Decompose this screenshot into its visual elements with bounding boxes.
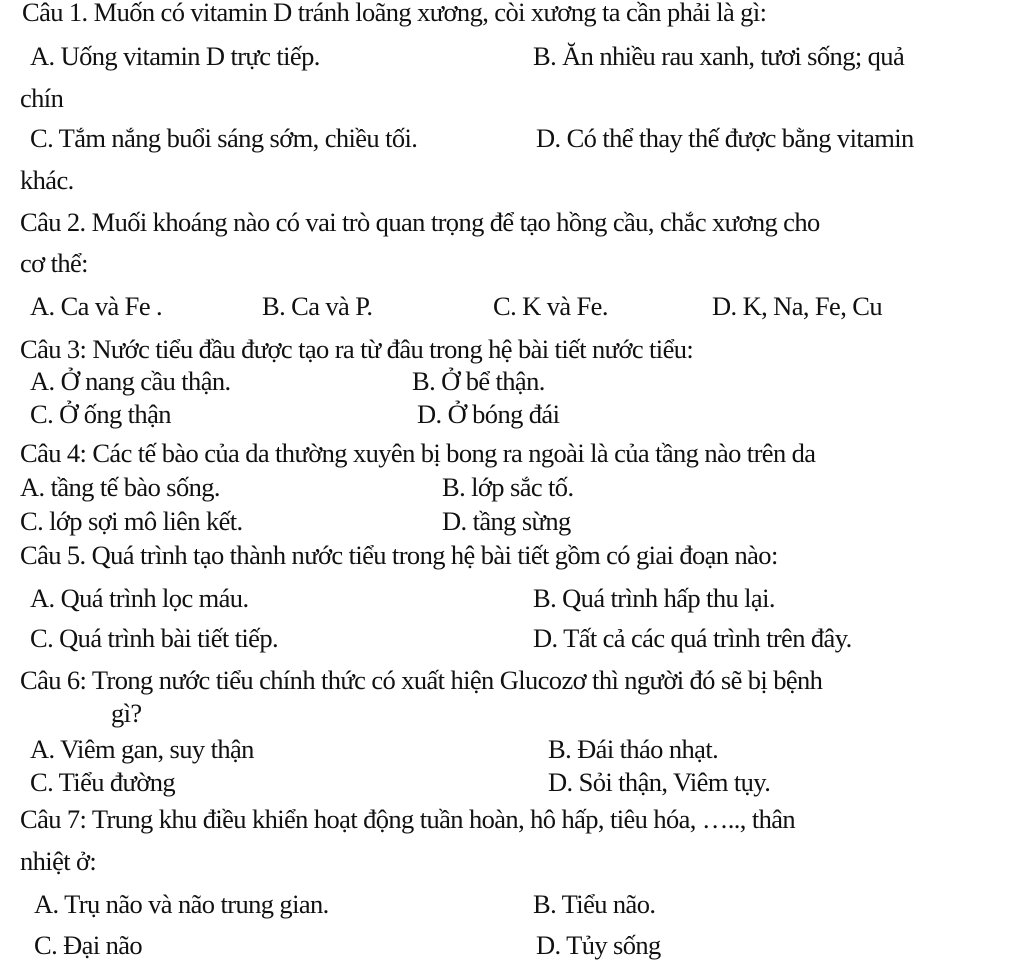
question-1-option-a: A. Uống vitamin D trực tiếp.	[30, 41, 320, 71]
question-3-stem: Câu 3: Nước tiểu đầu được tạo ra từ đâu trong hệ bài tiết nước tiểu:	[20, 334, 694, 364]
question-6-option-b: B. Đái tháo nhạt.	[548, 734, 719, 764]
question-1-stem: Câu 1. Muốn có vitamin D tránh loãng xương, còi xương ta cần phải là gì:	[22, 0, 767, 27]
question-2-stem-continued: cơ thể:	[20, 248, 88, 278]
question-4-option-b: B. lớp sắc tố.	[442, 472, 574, 502]
question-3-option-c: C. Ở ống thận	[30, 399, 171, 429]
question-5-option-a: A. Quá trình lọc máu.	[30, 583, 249, 613]
question-2-option-b: B. Ca và P.	[262, 291, 373, 321]
question-7-option-d: D. Tủy sống	[536, 930, 661, 960]
question-7-option-a: A. Trụ não và não trung gian.	[34, 889, 329, 919]
question-2-option-a: A. Ca và Fe .	[30, 291, 163, 321]
question-1-option-b: B. Ăn nhiều rau xanh, tươi sống; quả	[533, 41, 905, 71]
question-7-option-c: C. Đại não	[34, 930, 143, 960]
question-6-stem: Câu 6: Trong nước tiểu chính thức có xuất hiện Glucozơ thì người đó sẽ bị bệnh	[20, 665, 823, 695]
question-3-option-a: A. Ở nang cầu thận.	[30, 366, 231, 396]
question-1-option-c: C. Tắm nắng buổi sáng sớm, chiều tối.	[30, 123, 418, 153]
question-4-option-d: D. tầng sừng	[442, 506, 571, 536]
question-2-option-c: C. K và Fe.	[493, 291, 608, 321]
question-7-option-b: B. Tiểu não.	[533, 889, 656, 919]
question-2-option-d: D. K, Na, Fe, Cu	[712, 291, 882, 321]
question-1-option-d-continued: khác.	[20, 165, 74, 195]
question-2-stem: Câu 2. Muối khoáng nào có vai trò quan trọng để tạo hồng cầu, chắc xương cho	[20, 207, 820, 237]
question-7-stem: Câu 7: Trung khu điều khiển hoạt động tuần hoàn, hô hấp, tiêu hóa, ….., thân	[20, 804, 796, 834]
question-6-option-a: A. Viêm gan, suy thận	[30, 734, 254, 764]
question-7-stem-continued: nhiệt ở:	[20, 846, 97, 876]
question-3-option-b: B. Ở bể thận.	[412, 366, 545, 396]
question-5-option-c: C. Quá trình bài tiết tiếp.	[30, 623, 279, 653]
question-1-option-d: D. Có thể thay thế được bằng vitamin	[536, 123, 914, 153]
question-6-option-c: C. Tiểu đường	[30, 767, 176, 797]
question-3-option-d: D. Ở bóng đái	[417, 399, 560, 429]
question-5-stem: Câu 5. Quá trình tạo thành nước tiểu trong hệ bài tiết gồm có giai đoạn nào:	[20, 540, 778, 570]
question-6-stem-continued: gì?	[111, 698, 142, 728]
question-1-option-b-continued: chín	[20, 83, 64, 113]
question-4-option-a: A. tầng tế bào sống.	[20, 472, 220, 502]
question-5-option-b: B. Quá trình hấp thu lại.	[533, 583, 775, 613]
question-4-option-c: C. lớp sợi mô liên kết.	[20, 506, 243, 536]
question-5-option-d: D. Tất cả các quá trình trên đây.	[533, 623, 852, 653]
question-4-stem: Câu 4: Các tế bào của da thường xuyên bị bong ra ngoài là của tầng nào trên da	[20, 438, 816, 468]
question-6-option-d: D. Sỏi thận, Viêm tụy.	[548, 767, 771, 797]
